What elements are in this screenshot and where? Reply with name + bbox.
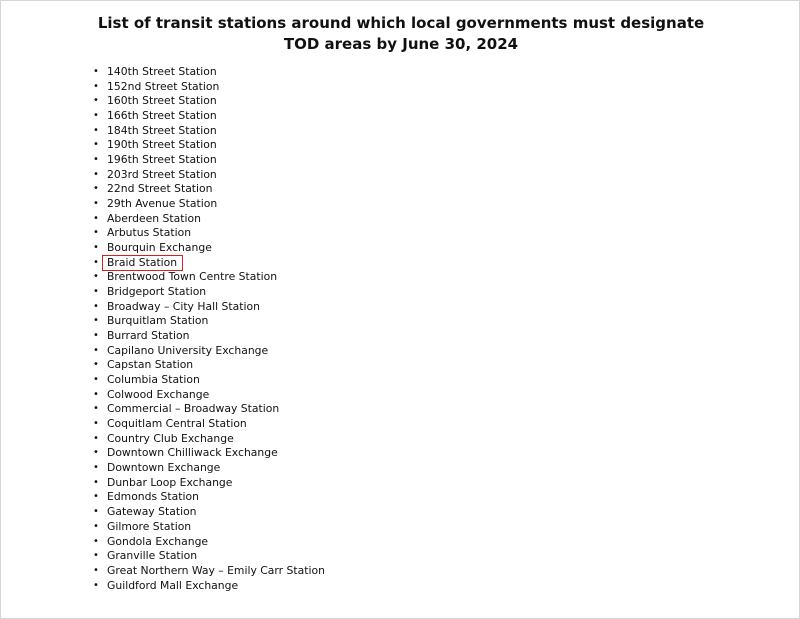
station-name: Bourquin Exchange (107, 241, 212, 255)
station-name: Brentwood Town Centre Station (107, 270, 278, 284)
station-name: Gilmore Station (107, 519, 192, 533)
title-line-1: List of transit stations around which local governments must designate (97, 14, 705, 32)
station-name: Downtown Chilliwack Exchange (107, 446, 278, 460)
highlighted-station-box: Braid Station (103, 256, 182, 271)
station-name: 184th Street Station (107, 123, 217, 137)
bullet-icon: • (93, 198, 99, 210)
bullet-icon: • (93, 80, 99, 92)
station-name: 140th Street Station (107, 65, 217, 78)
station-name: Broadway – City Hall Station (107, 299, 260, 313)
station-name: Country Club Exchange (107, 431, 234, 445)
bullet-icon: • (93, 256, 99, 268)
station-name: Capilano University Exchange (107, 343, 269, 357)
bullet-icon: • (93, 418, 99, 430)
bullet-icon: • (93, 227, 99, 239)
station-name: Burrard Station (107, 329, 190, 343)
bullet-icon: • (93, 168, 99, 180)
station-name: 203rd Street Station (107, 167, 217, 181)
station-name: Gondola Exchange (107, 534, 209, 548)
bullet-icon: • (93, 242, 99, 254)
bullet-icon: • (93, 300, 99, 312)
station-name: Aberdeen Station (107, 211, 201, 225)
station-name: Guildford Mall Exchange (107, 578, 239, 592)
bullet-icon: • (93, 344, 99, 356)
station-name: 166th Street Station (107, 109, 217, 123)
bullet-icon: • (93, 139, 99, 151)
bullet-icon: • (93, 403, 99, 415)
station-name: Gateway Station (107, 505, 197, 519)
station-name: Dunbar Loop Exchange (107, 475, 233, 489)
station-name: Bridgeport Station (107, 285, 207, 299)
station-name: Capstan Station (107, 358, 194, 372)
station-name: 152nd Street Station (107, 79, 220, 93)
bullet-icon: • (93, 447, 99, 459)
station-name: Colwood Exchange (107, 387, 210, 401)
station-name: Downtown Exchange (107, 461, 221, 475)
station-name: Coquitlam Central Station (107, 417, 247, 431)
page-title (1, 13, 800, 55)
bullet-icon: • (93, 388, 99, 400)
bullet-icon: • (93, 212, 99, 224)
station-name: Granville Station (107, 549, 198, 563)
station-name: Great Northern Way – Emily Carr Station (107, 563, 325, 577)
bullet-icon: • (93, 330, 99, 342)
bullet-icon: • (93, 520, 99, 532)
station-name: Columbia Station (107, 373, 200, 387)
station-name: Burquitlam Station (107, 314, 209, 328)
bullet-icon: • (93, 154, 99, 166)
bullet-icon: • (93, 359, 99, 371)
bullet-icon: • (93, 564, 99, 576)
station-name: 22nd Street Station (107, 182, 213, 196)
bullet-icon: • (93, 95, 99, 107)
bullet-icon: • (93, 110, 99, 122)
bullet-icon: • (93, 124, 99, 136)
bullet-icon: • (93, 315, 99, 327)
bullet-icon: • (93, 579, 99, 591)
station-name: 160th Street Station (107, 94, 217, 108)
station-name: 29th Avenue Station (107, 197, 218, 211)
bullet-icon: • (93, 535, 99, 547)
bullet-icon: • (93, 183, 99, 195)
bullet-icon: • (93, 286, 99, 298)
bullet-icon: • (93, 462, 99, 474)
station-name: 196th Street Station (107, 153, 217, 167)
station-name: Edmonds Station (107, 490, 199, 504)
bullet-icon: • (93, 432, 99, 444)
title-line-2: TOD areas by June 30, 2024 (283, 35, 519, 53)
bullet-icon: • (93, 374, 99, 386)
bullet-icon: • (93, 506, 99, 518)
bullet-icon: • (93, 271, 99, 283)
station-name: Arbutus Station (107, 226, 192, 240)
bullet-icon: • (93, 66, 99, 77)
bullet-icon: • (93, 491, 99, 503)
station-name: Commercial – Broadway Station (107, 402, 280, 416)
station-name: 190th Street Station (107, 138, 217, 152)
bullet-icon: • (93, 476, 99, 488)
bullet-icon: • (93, 550, 99, 562)
